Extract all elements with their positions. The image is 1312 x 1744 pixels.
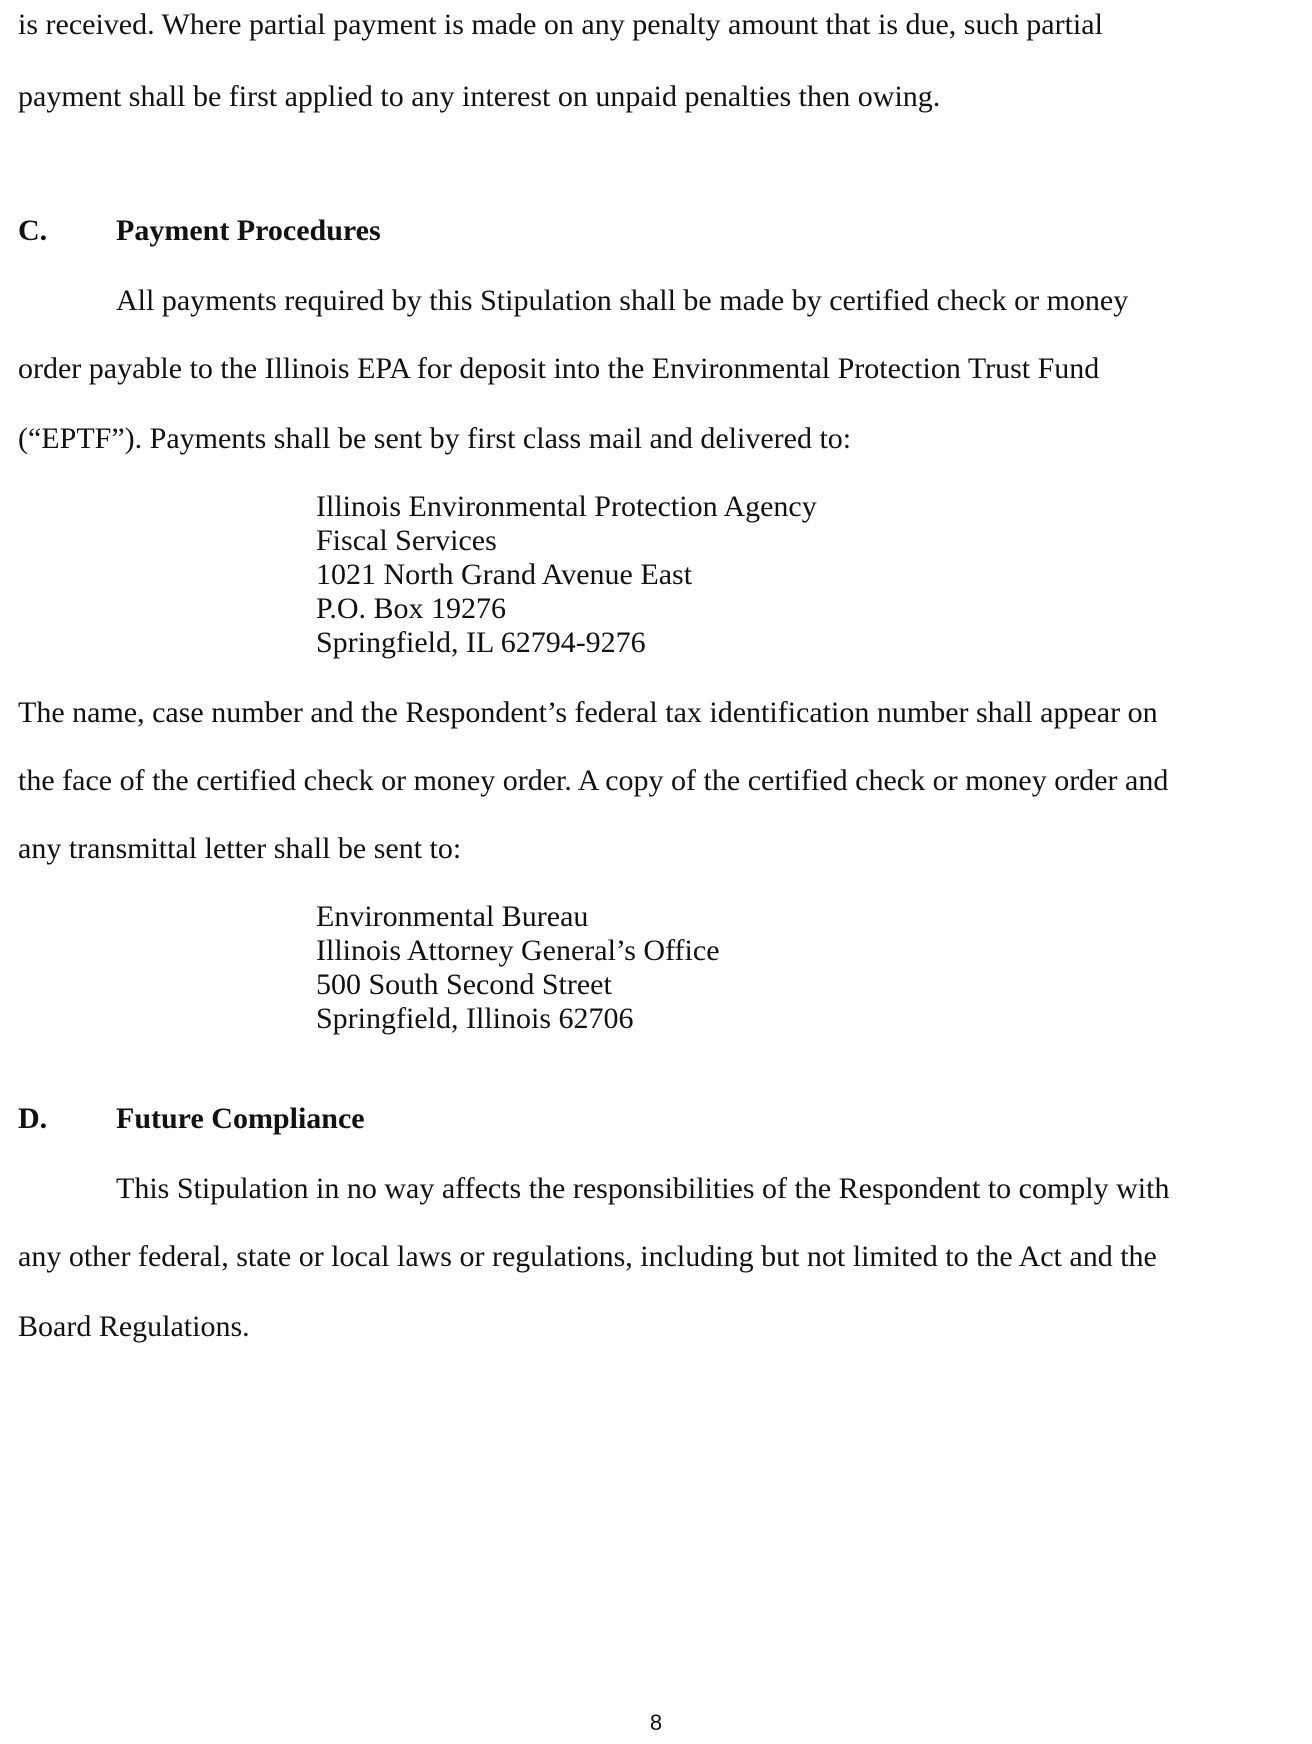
section-c-paragraph2-line: the face of the certified check or money order. A copy of the certified check or money order and: [18, 764, 1169, 797]
address-line: Environmental Bureau: [316, 900, 589, 933]
section-c-paragraph1-line: order payable to the Illinois EPA for deposit into the Environmental Protection Trust Fund: [18, 352, 1100, 385]
address-line: 500 South Second Street: [316, 968, 612, 1001]
intro-line: is received. Where partial payment is made on any penalty amount that is due, such partial: [18, 8, 1103, 41]
address-line: Illinois Environmental Protection Agency: [316, 490, 817, 523]
intro-line: payment shall be first applied to any interest on unpaid penalties then owing.: [18, 80, 941, 113]
address-line: 1021 North Grand Avenue East: [316, 558, 693, 591]
section-d-letter: D.: [18, 1102, 48, 1135]
section-c-paragraph2-line: any transmittal letter shall be sent to:: [18, 832, 462, 865]
section-d-paragraph-line: Board Regulations.: [18, 1310, 250, 1343]
page-number: 8: [649, 1710, 663, 1735]
section-c-title: Payment Procedures: [116, 214, 381, 247]
address-line: Fiscal Services: [316, 524, 497, 557]
address-line: Illinois Attorney General’s Office: [316, 934, 720, 967]
section-d-title: Future Compliance: [116, 1102, 365, 1135]
address-line: Springfield, IL 62794-9276: [316, 626, 646, 659]
address-line: Springfield, Illinois 62706: [316, 1002, 634, 1035]
section-d-paragraph-line: This Stipulation in no way affects the responsibilities of the Respondent to comply with: [116, 1172, 1170, 1205]
section-c-paragraph2-line: The name, case number and the Respondent’s federal tax identification number shall appear on: [18, 696, 1158, 729]
section-c-paragraph1-line: All payments required by this Stipulation shall be made by certified check or money: [116, 284, 1129, 317]
section-c-letter: C.: [18, 214, 48, 247]
section-c-paragraph1-line: (“EPTF”). Payments shall be sent by first class mail and delivered to:: [18, 422, 852, 455]
section-d-paragraph-line: any other federal, state or local laws or regulations, including but not limited to the Act and the: [18, 1240, 1157, 1273]
address-line: P.O. Box 19276: [316, 592, 507, 625]
